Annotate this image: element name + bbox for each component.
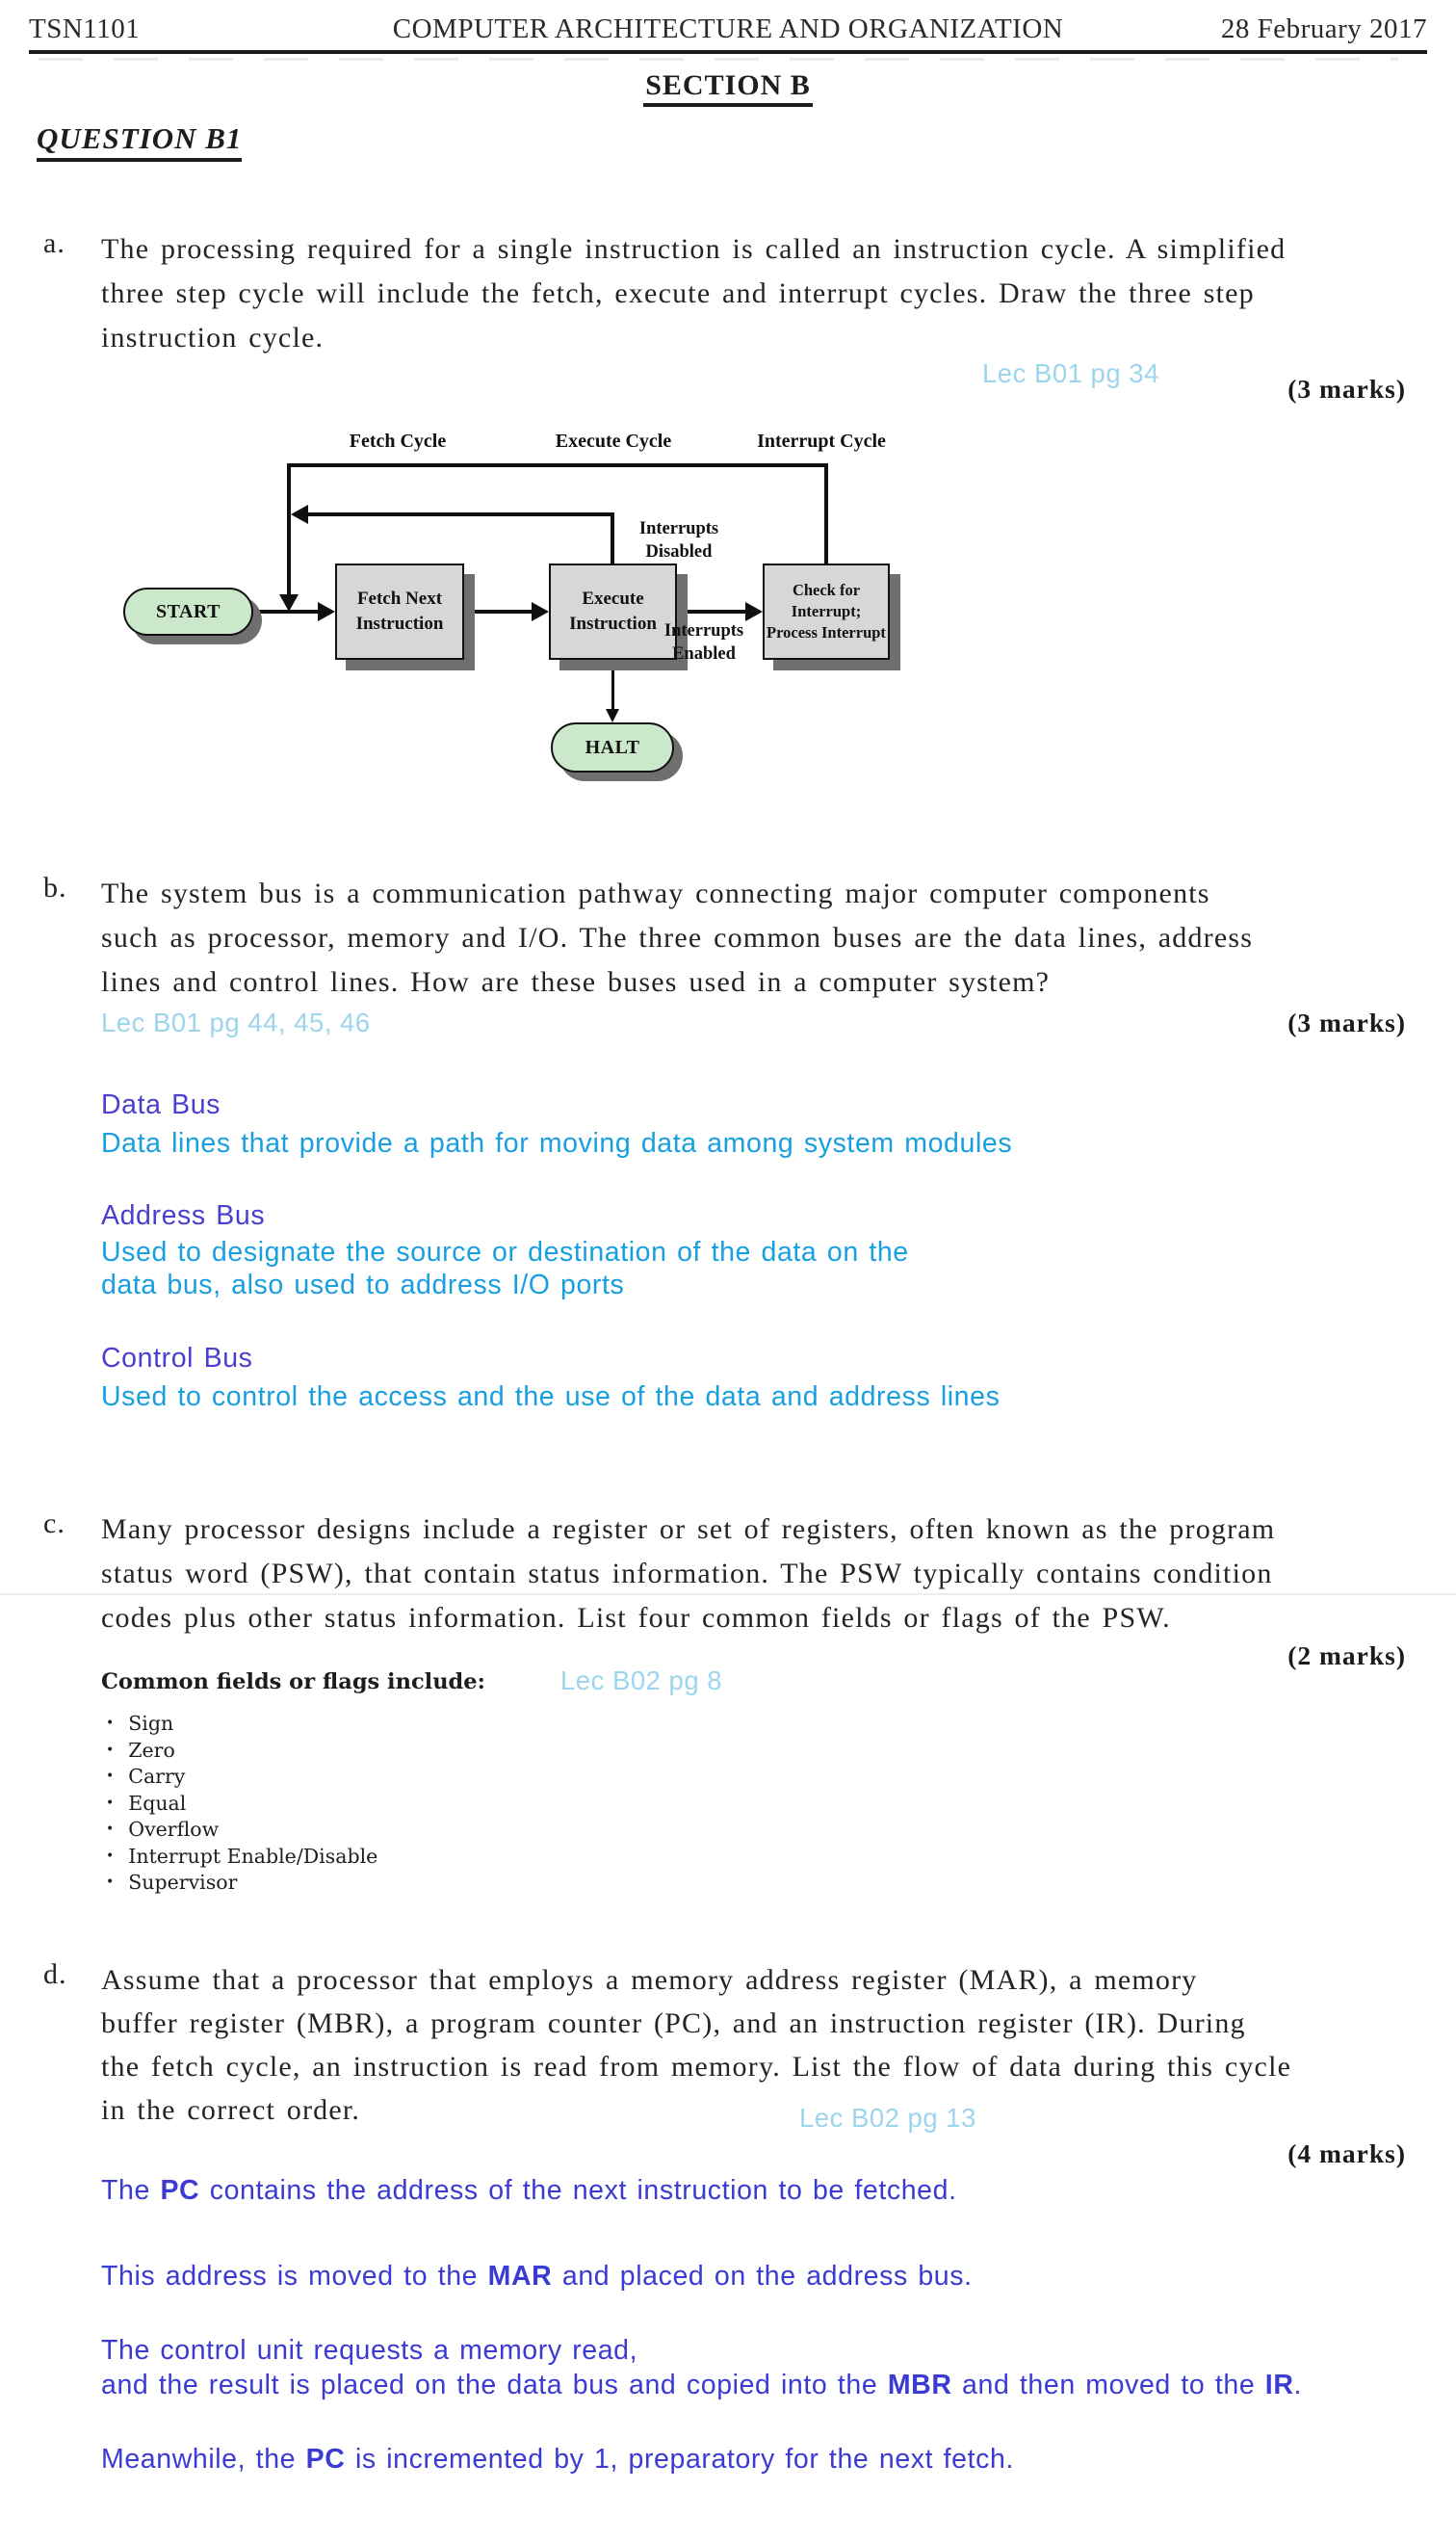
part-b-text xyxy=(101,872,1253,1005)
arrowhead-right-icon xyxy=(318,602,335,621)
control-bus-answer-line: Used to control the access and the use of the data and address lines xyxy=(101,1381,1001,1412)
interrupts-enabled-label: Interrupts Enabled xyxy=(663,621,744,664)
part-b-label: b. xyxy=(43,872,67,904)
fetch-flow-answer-line: The PC contains the address of the next instruction to be fetched. xyxy=(101,2175,957,2206)
header-date: 28 February 2017 xyxy=(1220,13,1427,44)
part-b-line: such as processor, memory and I/O. The three common buses are the data lines, address xyxy=(101,922,1254,954)
execute-instruction-box: Execute Instruction xyxy=(549,564,677,660)
return-line-top xyxy=(287,463,828,467)
instruction-cycle-diagram xyxy=(77,429,924,814)
arrowhead-down-icon xyxy=(279,594,299,612)
check-interrupt-box: Check for Interrupt; Process Interrupt xyxy=(763,564,890,660)
question-title: QUESTION B1 xyxy=(37,121,242,162)
part-c-label: c. xyxy=(43,1507,65,1539)
part-d-label: d. xyxy=(43,1958,67,1990)
halt-terminal: HALT xyxy=(551,722,674,773)
flags-intro: Common fields or flags include: xyxy=(101,1669,485,1694)
bullet-icon: • xyxy=(106,1874,115,1890)
page-header xyxy=(29,13,1427,54)
return-line-left-vertical xyxy=(287,463,291,596)
flow-line-execute-check xyxy=(677,610,749,614)
arrowhead-right-icon xyxy=(532,602,549,621)
arrowhead-down-icon xyxy=(606,709,619,722)
part-c-line: Many processor designs include a register or set of registers, often known as the program xyxy=(101,1513,1276,1545)
part-a-label: a. xyxy=(43,227,65,259)
fetch-flow-answer-line: The control unit requests a memory read, xyxy=(101,2335,638,2366)
data-bus-answer-line: Data lines that provide a path for moving data among system modules xyxy=(101,1128,1013,1159)
part-c-marks: (2 marks) xyxy=(1287,1640,1406,1670)
part-a-text xyxy=(101,227,1286,360)
interrupts-disabled-line xyxy=(308,512,614,516)
address-bus-answer-line: data bus, also used to address I/O ports xyxy=(101,1270,625,1300)
bullet-icon: • xyxy=(106,1822,115,1837)
return-line-right-vertical xyxy=(824,463,828,564)
bullet-icon: • xyxy=(106,1769,115,1784)
scan-artifact-line xyxy=(0,1593,1456,1595)
part-d-text xyxy=(101,1958,1291,2132)
bullet-icon: • xyxy=(106,1716,115,1731)
part-a-ref-annotation: Lec B01 pg 34 xyxy=(982,358,1159,388)
part-d-line: Assume that a processor that employs a memory address register (MAR), a memory xyxy=(101,1964,1198,1996)
part-b-line: The system bus is a communication pathway connecting major computer components xyxy=(101,878,1210,909)
start-terminal: START xyxy=(123,588,253,636)
part-d-line: the fetch cycle, an instruction is read from memory. List the flow of data during this cycle xyxy=(101,2051,1292,2083)
part-b-ref-annotation: Lec B01 pg 44, 45, 46 xyxy=(101,1008,371,1037)
data-bus-heading: Data Bus xyxy=(101,1089,221,1120)
flag-item: • Carry xyxy=(106,1765,186,1788)
halt-line xyxy=(611,662,614,710)
part-d-marks: (4 marks) xyxy=(1287,2138,1406,2168)
address-bus-answer-line: Used to designate the source or destination of the data on the xyxy=(101,1237,909,1268)
address-bus-heading: Address Bus xyxy=(101,1200,266,1231)
flag-item: • Overflow xyxy=(106,1818,220,1841)
part-a-marks: (3 marks) xyxy=(1287,374,1406,404)
flow-line-fetch-execute xyxy=(464,610,535,614)
fetch-flow-answer-line: This address is moved to the MAR and placed on the address bus. xyxy=(101,2261,973,2292)
scan-ghost-line xyxy=(39,58,1398,61)
flag-item: • Equal xyxy=(106,1791,187,1815)
part-a-line: three step cycle will include the fetch, execute and interrupt cycles. Draw the three step xyxy=(101,277,1255,309)
bullet-icon: • xyxy=(106,1848,115,1864)
flags-list xyxy=(106,1711,377,1897)
part-c-text xyxy=(101,1507,1275,1640)
part-c-line: status word (PSW), that contain status information. The PSW typically contains condition xyxy=(101,1558,1273,1589)
part-b-marks: (3 marks) xyxy=(1287,1008,1406,1037)
control-bus-heading: Control Bus xyxy=(101,1343,253,1374)
course-code: TSN1101 xyxy=(29,13,141,44)
flag-item: • Supervisor xyxy=(106,1871,238,1894)
arrowhead-left-icon xyxy=(291,505,308,524)
bullet-icon: • xyxy=(106,1795,115,1811)
interrupt-cycle-label: Interrupt Cycle xyxy=(757,431,886,452)
part-a-line: instruction cycle. xyxy=(101,322,325,354)
fetch-flow-answer-line: and the result is placed on the data bus and copied into the MBR and then moved to the IR. xyxy=(101,2370,1303,2400)
execute-cycle-label: Execute Cycle xyxy=(555,431,672,452)
interrupts-disabled-label: Interrupts Disabled xyxy=(638,519,719,562)
section-title: SECTION B xyxy=(0,69,1456,102)
interrupts-disabled-vertical xyxy=(611,512,614,564)
flag-item: • Interrupt Enable/Disable xyxy=(106,1844,378,1868)
part-c-line: codes plus other status information. List four common fields or flags of the PSW. xyxy=(101,1602,1171,1634)
header-title: COMPUTER ARCHITECTURE AND ORGANIZATION xyxy=(392,13,1064,44)
part-a-line: The processing required for a single instruction is called an instruction cycle. A simplified xyxy=(101,233,1287,265)
part-d-ref-annotation: Lec B02 pg 13 xyxy=(799,2103,976,2133)
flag-item: • Sign xyxy=(106,1712,174,1735)
part-b-line: lines and control lines. How are these buses used in a computer system? xyxy=(101,966,1051,998)
part-c-ref-annotation: Lec B02 pg 8 xyxy=(560,1665,723,1695)
fetch-cycle-label: Fetch Cycle xyxy=(349,431,447,452)
arrowhead-right-icon xyxy=(745,602,763,621)
fetch-next-instruction-box: Fetch Next Instruction xyxy=(335,564,464,660)
flag-item: • Zero xyxy=(106,1738,175,1762)
part-d-line: in the correct order. xyxy=(101,2094,361,2126)
fetch-flow-answer-line: Meanwhile, the PC is incremented by 1, preparatory for the next fetch. xyxy=(101,2444,1014,2475)
bullet-icon: • xyxy=(106,1742,115,1758)
part-d-line: buffer register (MBR), a program counter (PC), and an instruction register (IR). During xyxy=(101,2007,1246,2039)
